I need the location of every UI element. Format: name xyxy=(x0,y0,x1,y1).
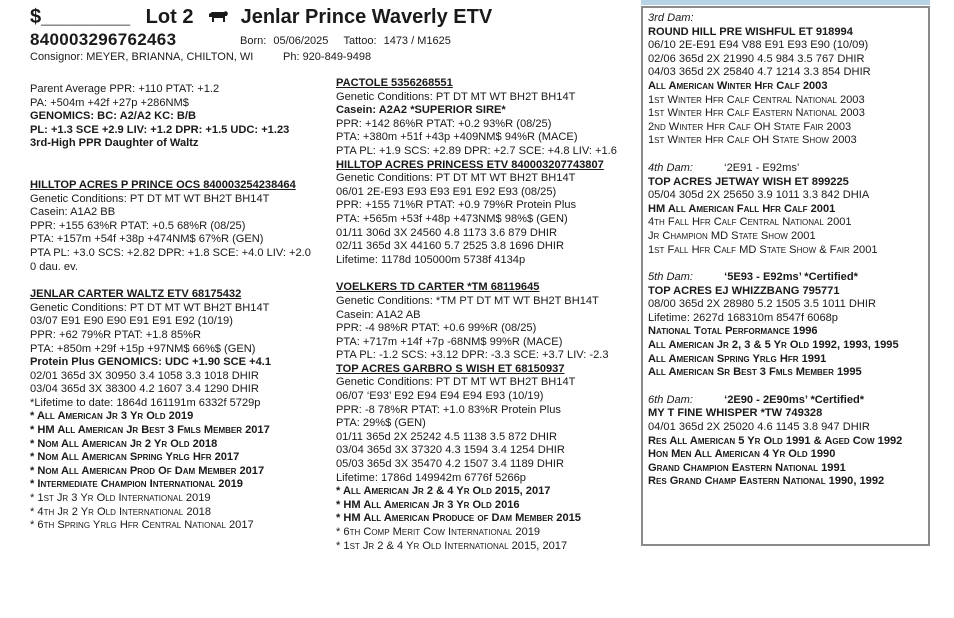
dam-genomics: Protein Plus GENOMICS: UDC +1.90 SCE +4.1 xyxy=(30,356,272,369)
princess-ppr: PPR: +155 71%R PTAT: +0.9 79%R Protein Plus xyxy=(336,199,577,212)
price-line xyxy=(30,5,492,30)
dam6-score: ‘2E90 - 2E90ms’ *Certified* xyxy=(724,393,865,406)
dam4-award: Jr Champion MD State Show 2001 xyxy=(648,229,816,242)
garbro-record-3: 05/03 365d 3X 35470 4.2 1507 3.4 1189 DHIR xyxy=(336,458,565,471)
dam3-award: 1st Winter Hfr Calf OH State Show 2003 xyxy=(648,134,857,147)
princess-classification: 06/01 2E-E93 E93 E93 E91 E92 E93 (08/25) xyxy=(336,185,557,198)
dam-award: * 4th Jr 2 Yr Old International 2018 xyxy=(30,505,212,518)
dam6-record: 04/01 365d 2X 25020 4.6 1145 3.8 947 DHIR xyxy=(648,421,870,434)
garbro-record-1: 01/11 365d 2X 25242 4.5 1138 3.5 872 DHIR xyxy=(336,430,558,443)
dam5-award: National Total Performance 1996 xyxy=(648,325,818,338)
born-date: 05/06/2025 xyxy=(273,35,329,47)
dam5-score: ‘5E93 - E92ms’ *Certified* xyxy=(724,271,858,284)
dam3-award: 1st Winter Hfr Calf Central National 2003 xyxy=(648,93,865,106)
princess-record-2: 02/11 365d 3X 44160 5.7 2525 3.8 1696 DHIR xyxy=(336,240,565,253)
carter-pta-pl: PTA PL: -1.2 SCS: +3.12 DPR: -3.3 SCE: +3.7 LIV: -2.3 xyxy=(336,349,609,362)
garbro-award: * 1st Jr 2 & 4 Yr Old International 2015, 2017 xyxy=(336,539,568,552)
dam3-title: ROUND HILL PRE WISHFUL ET 918994 xyxy=(648,25,853,38)
pactole-pta-pl: PTA PL: +1.9 SCS: +2.89 DPR: +2.7 SCE: +4.8 LIV: +1.6 xyxy=(336,144,617,157)
dam-award: * Nom All American Jr 2 Yr Old 2018 xyxy=(30,437,218,450)
column-sire-dam xyxy=(30,83,311,533)
princess-lifetime: Lifetime: 1178d 105000m 5738f 4134p xyxy=(336,253,526,266)
sire-title: HILLTOP ACRES P PRINCE OCS 840003254238464 xyxy=(30,178,296,191)
pactole-genetic: Genetic Conditions: PT DT MT WT BH2T BH14T xyxy=(336,90,576,103)
dam6-award: Res Grand Champ Eastern National 1990, 1992 xyxy=(648,475,885,488)
princess-title: HILLTOP ACRES PRINCESS ETV 840003207743807 xyxy=(336,158,604,171)
pl-line: PL: +1.3 SCE +2.9 LIV: +1.2 DPR: +1.5 UDC: +1.23 xyxy=(30,123,290,136)
dam6-award: Hon Men All American 4 Yr Old 1990 xyxy=(648,448,836,461)
pactole-pta: PTA: +380m +51f +43p +409NM$ 94%R (MACE) xyxy=(336,131,578,144)
carter-genetic: Genetic Conditions: *TM PT DT MT WT BH2T BH14T xyxy=(336,294,599,307)
dam3-record-1: 02/06 365d 2X 21990 4.5 984 3.5 767 DHIR xyxy=(648,52,865,65)
dam6-label: 6th Dam: xyxy=(648,393,694,406)
dam-title: JENLAR CARTER WALTZ ETV 68175432 xyxy=(30,288,242,301)
dam6-title: MY T FINE WHISPER *TW 749328 xyxy=(648,407,823,420)
princess-pta: PTA: +565m +53f +48p +473NM$ 98%$ (GEN) xyxy=(336,212,568,225)
dam-record-1: 02/01 365d 3X 30950 3.4 1058 3.3 1018 DHIR xyxy=(30,369,259,382)
dam5-label: 5th Dam: xyxy=(648,271,694,284)
dam3-award: 2nd Winter Hfr Calf OH State Fair 2003 xyxy=(648,120,852,133)
dam5-title: TOP ACRES EJ WHIZZBANG 795771 xyxy=(648,284,840,297)
garbro-award: * 6th Comp Merit Cow International 2019 xyxy=(336,526,541,538)
dam3-label: 3rd Dam: xyxy=(648,12,694,24)
dam-award: * All American Jr 3 Yr Old 2019 xyxy=(30,410,194,423)
garbro-genetic: Genetic Conditions: PT DT MT WT BH2T BH14T xyxy=(336,376,576,389)
carter-ppr: PPR: -4 98%R PTAT: +0.6 99%R (08/25) xyxy=(336,322,537,335)
high-ppr-note: 3rd-High PPR Daughter of Waltz xyxy=(30,137,199,150)
dam4-award: 1st Fall Hfr Calf MD State Show & Fair 2001 xyxy=(648,243,878,256)
dam6-award: Res All American 5 Yr Old 1991 & Aged Cow 1992 xyxy=(648,434,903,447)
dam3-award: All American Winter Hfr Calf 2003 xyxy=(648,79,828,92)
dam5-header xyxy=(648,271,902,285)
phone: Ph: 920-849-9498 xyxy=(283,51,372,63)
sire-casein: Casein: A1A2 BB xyxy=(30,206,116,219)
sire-dau: 0 dau. ev. xyxy=(30,260,78,273)
dam-genetic: Genetic Conditions: PT DT MT WT BH2T BH14T xyxy=(30,301,270,314)
dam3-award: 1st Winter Hfr Calf Eastern National 2003 xyxy=(648,107,865,120)
dam-ppr: PPR: +62 79%R PTAT: +1.8 85%R xyxy=(30,328,202,341)
princess-genetic: Genetic Conditions: PT DT MT WT BH2T BH14T xyxy=(336,172,576,185)
sire-ppr: PPR: +155 63%R PTAT: +0.5 68%R (08/25) xyxy=(30,219,246,232)
dam-classification: 03/07 E91 E90 E90 E91 E91 E92 (10/19) xyxy=(30,315,233,328)
dam-award: * 6th Spring Yrlg Hfr Central National 2017 xyxy=(30,519,254,532)
dam5-record: 08/00 365d 2X 28980 5.2 1505 3.5 1011 DHIR xyxy=(648,298,877,311)
dam-award: * Nom All American Spring Yrlg Hfr 2017 xyxy=(30,451,240,464)
dam6-header xyxy=(648,394,902,408)
dam4-award: HM All American Fall Hfr Calf 2001 xyxy=(648,202,836,215)
consignor: Consignor: MEYER, BRIANNA, CHILTON, WI xyxy=(30,51,254,63)
dam4-award: 4th Fall Hfr Calf Central National 2001 xyxy=(648,216,852,229)
tattoo-value: 1473 / M1625 xyxy=(383,35,451,47)
dam-lifetime: *Lifetime to date: 1864d 161191m 6332f 5729p xyxy=(30,396,261,409)
carter-title: VOELKERS TD CARTER *TM 68119645 xyxy=(336,281,540,294)
garbro-classification: 06/07 ‘E93’ E92 E94 E94 E94 E93 (10/19) xyxy=(336,390,544,403)
parent-average: Parent Average PPR: +110 PTAT: +1.2 xyxy=(30,83,220,95)
garbro-title: TOP ACRES GARBRO S WISH ET 68150937 xyxy=(336,362,565,375)
carter-pta: PTA: +717m +14f +7p -68NM$ 99%R (MACE) xyxy=(336,335,563,348)
lot-number: Lot 2 xyxy=(145,6,194,28)
garbro-award: * HM All American Produce of Dam Member 2015 xyxy=(336,512,581,525)
garbro-ppr: PPR: -8 78%R PTAT: +1.0 83%R Protein Plus xyxy=(336,403,561,416)
sire-pta-pl: PTA PL: +3.0 SCS: +2.82 DPR: +1.8 SCE: +4.0 LIV: +2.0 xyxy=(30,246,311,259)
column-grandparents xyxy=(336,77,617,553)
box-top-bar xyxy=(641,0,930,5)
dam3-record-2: 04/03 365d 2X 25840 4.7 1214 3.3 854 DHIR xyxy=(648,66,871,79)
garbro-award: * HM All American Jr 3 Yr Old 2016 xyxy=(336,498,520,511)
dam4-header xyxy=(648,162,902,176)
sire-pta: PTA: +157m +54f +38p +474NM$ 67%R (GEN) xyxy=(30,233,264,246)
princess-record-1: 01/11 306d 3X 24560 4.8 1173 3.6 879 DHIR xyxy=(336,226,558,239)
garbro-lifetime: Lifetime: 1786d 149942m 6776f 5266p xyxy=(336,471,526,484)
pactole-ppr: PPR: +142 86%R PTAT: +0.2 93%R (08/25) xyxy=(336,117,552,130)
dam4-record: 05/04 305d 2X 25650 3.9 1011 3.3 842 DHIA xyxy=(648,189,870,202)
dam4-score: ‘2E91 - E92ms’ xyxy=(724,161,800,174)
dam-award: * HM All American Jr Best 3 Fmls Member 2017 xyxy=(30,424,270,437)
pactole-title: PACTOLE 5356268551 xyxy=(336,77,453,89)
price-blank: $________ xyxy=(30,6,131,28)
cow-icon xyxy=(207,6,229,30)
sire-genetic: Genetic Conditions: PT DT MT WT BH2T BH14T xyxy=(30,192,270,205)
garbro-award: * All American Jr 2 & 4 Yr Old 2015, 2017 xyxy=(336,485,551,498)
dam4-title: TOP ACRES JETWAY WISH ET 899225 xyxy=(648,175,849,188)
garbro-pta: PTA: 29%$ (GEN) xyxy=(336,417,426,430)
dam-award: * Nom All American Prod Of Dam Member 2017 xyxy=(30,464,265,477)
dam5-lifetime: Lifetime: 2627d 168310m 8547f 6068p xyxy=(648,311,838,324)
garbro-record-2: 03/04 365d 3X 37320 4.3 1594 3.4 1254 DHIR xyxy=(336,444,565,457)
carter-casein: Casein: A1A2 AB xyxy=(336,308,421,321)
dam-pta: PTA: +850m +29f +15p +97NM$ 66%$ (GEN) xyxy=(30,342,256,355)
dam-award: * Intermediate Champion International 2019 xyxy=(30,478,243,491)
tattoo-label: Tattoo: xyxy=(343,35,377,47)
dam6-award: Grand Champion Eastern National 1991 xyxy=(648,461,846,474)
born-label: Born: xyxy=(240,35,267,47)
pactole-casein: Casein: A2A2 *SUPERIOR SIRE* xyxy=(336,104,506,117)
dam4-label: 4th Dam: xyxy=(648,161,694,174)
genomics-line: GENOMICS: BC: A2/A2 KC: B/B xyxy=(30,110,196,123)
dam5-award: All American Sr Best 3 Fmls Member 1995 xyxy=(648,366,862,379)
pa-line: PA: +504m +42f +27p +286NM$ xyxy=(30,96,189,109)
born-info xyxy=(240,35,451,48)
dam5-award: All American Spring Yrlg Hfr 1991 xyxy=(648,352,827,365)
column-dams xyxy=(648,12,902,489)
dam5-award: All American Jr 2, 3 & 5 Yr Old 1992, 1993, 1995 xyxy=(648,339,899,352)
registration-number: 840003296762463 xyxy=(30,30,177,49)
dam-award: * 1st Jr 3 Yr Old International 2019 xyxy=(30,492,211,505)
dam3-classification: 06/10 2E-E91 E94 V88 E91 E93 E90 (10/09) xyxy=(648,39,869,52)
animal-name: Jenlar Prince Waverly ETV xyxy=(240,6,493,28)
dam-record-2: 03/04 365d 3X 38300 4.2 1607 3.4 1290 DHIR xyxy=(30,383,259,396)
